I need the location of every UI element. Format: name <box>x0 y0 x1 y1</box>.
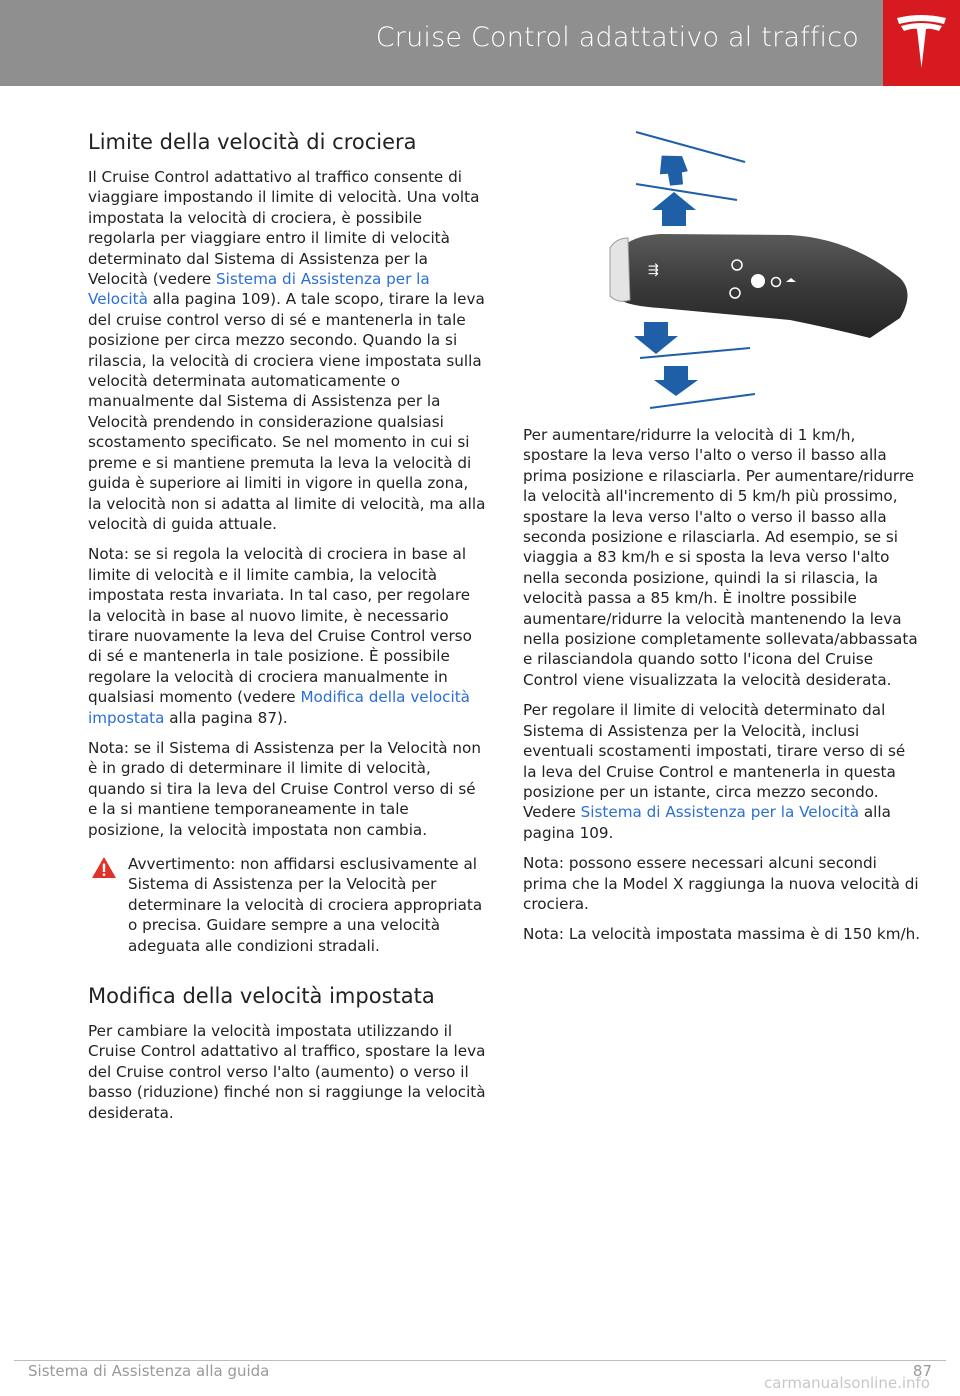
left-column <box>88 128 486 1133</box>
page-header <box>0 0 883 86</box>
note: Nota: possono essere necessari alcuni secondi prima che la Model X raggiunga la nuova velocità di crociera. <box>523 854 919 913</box>
up-arrow-icon <box>657 152 690 188</box>
paragraph <box>88 167 486 534</box>
brand-logo <box>883 0 960 86</box>
paragraph-text: alla pagina 109). A tale scopo, tirare la leva del cruise control verso di sé e mantenerla in tale posizione per circa mezzo secondo. Quando la si rilascia, la velocità di crociera viene impostata sulla velocità determinata automaticamente o manualmente dal Sistema di Assistenza per la Velocità prendendo in considerazione qualsiasi scostamento specificato. Se nel momento in cui si preme e si mantiene premuta la leva la velocità di guida è superiore ai limiti in vigore in quella zona, la velocità non si adatta al limite di velocità, ma alla velocità di guida attuale. <box>88 290 486 533</box>
lever-diagram <box>600 128 920 414</box>
note: Nota: se il Sistema di Assistenza per la Velocità non è in grado di determinare il limite di velocità, quando si tira la leva del Cruise Control verso di sé e la si mantiene temporaneamente in tale posizione, la velocità impostata non cambia. <box>88 738 481 839</box>
position-line <box>636 132 745 162</box>
note <box>88 544 486 728</box>
warning-box <box>88 854 486 956</box>
svg-text:⇶: ⇶ <box>648 263 659 278</box>
note-text: Nota: se si regola la velocità di crociera in base al limite di velocità e il limite cambia, la velocità impostata resta invariata. In tal caso, per regolare la velocità in base al nuovo limite, è necessario tirare nuovamente la leva del Cruise Control verso di sé e mantenerla in tale posizione. È possibile regolare la velocità di crociera manualmente in qualsiasi momento (vedere <box>88 545 472 707</box>
paragraph: Per cambiare la velocità impostata utilizzando il Cruise Control adattativo al traffico, spostare la leva del Cruise control verso l'alto (aumento) o verso il basso (riduzione) finché non si raggiunge la velocità desiderata. <box>88 1022 486 1122</box>
note: Nota: La velocità impostata massima è di 150 km/h. <box>523 925 921 944</box>
position-line <box>650 394 755 408</box>
position-line <box>636 184 737 200</box>
section-heading-modify-speed: Modifica della velocità impostata <box>88 984 435 1009</box>
header-title: Cruise Control adattativo al traffico <box>375 22 859 53</box>
tesla-logo-icon <box>895 14 948 72</box>
link-modify-speed[interactable]: Modifica della velocità impostata <box>88 688 470 727</box>
cruise-lever-illustration <box>600 128 920 414</box>
warning-triangle-icon <box>91 856 117 879</box>
down-arrow-icon <box>654 366 698 396</box>
down-arrow-icon <box>634 322 678 354</box>
right-column <box>523 425 921 955</box>
paragraph: Per aumentare/ridurre la velocità di 1 km/h, spostare la leva verso l'alto o verso il basso alla prima posizione e rilasciarla. Per aumentare/ridurre la velocità all'incremento di 5 km/h più prossimo, spostare la leva verso l'alto o verso il basso alla seconda posizione e rilasciarla. Ad esempio, se si viaggia a 83 km/h e si sposta la leva verso l'alto nella seconda posizione, quindi la si rilascia, la velocità passa a 85 km/h. È inoltre possibile aumentare/ridurre la velocità mantenendo la leva nella posizione completamente sollevata/abbassata e rilasciandola quando sotto l'icona del Cruise Control viene visualizzata la velocità desiderata. <box>523 426 918 689</box>
up-arrow-icon <box>652 192 696 226</box>
paragraph <box>523 700 921 843</box>
link-speed-assist[interactable]: Sistema di Assistenza per la Velocità <box>580 803 859 822</box>
watermark: carmanualsonline.info <box>764 1374 930 1392</box>
section-heading-cruise-limit: Limite della velocità di crociera <box>88 130 417 154</box>
footer-section: Sistema di Assistenza alla guida <box>28 1362 270 1380</box>
page-number: 87 <box>912 1362 932 1380</box>
warning-text: Avvertimento: non affidarsi esclusivamente al Sistema di Assistenza per la Velocità per determinare la velocità di crociera appropriata o precisa. Guidare sempre a una velocità adeguata alle condizioni stradali. <box>128 855 483 955</box>
paragraph-text: Per regolare il limite di velocità determinato dal Sistema di Assistenza per la Velocità, inclusi eventuali scostamenti impostati, tirare verso di sé la leva del Cruise Control e mantenerla in questa posizione per un istante, circa mezzo secondo. Vedere <box>523 701 906 822</box>
link-speed-assist[interactable]: Sistema di Assistenza per la Velocità <box>88 270 430 309</box>
note-text: alla pagina 87). <box>164 708 288 727</box>
paragraph-text: alla pagina 109. <box>523 803 891 842</box>
footer-divider <box>14 1360 946 1361</box>
paragraph-text: Il Cruise Control adattativo al traffico consente di viaggiare impostando il limite di velocità. Una volta impostata la velocità di crociera, è possibile regolarla per viaggiare entro il limite di velocità determinato dal Sistema di Assistenza per la Velocità (vedere <box>88 168 480 289</box>
